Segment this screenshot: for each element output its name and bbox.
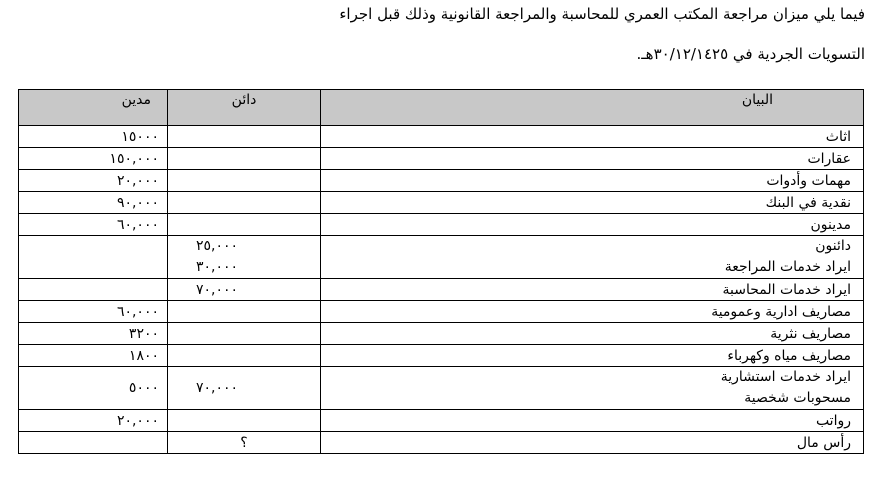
debit-cell xyxy=(19,236,168,279)
debit-cell: ٩٠,٠٠٠ xyxy=(19,192,168,214)
credit-cell: ؟ xyxy=(168,432,321,454)
description-cell xyxy=(321,367,864,410)
debit-cell xyxy=(19,367,168,410)
credit-cell xyxy=(168,345,321,367)
debit-cell: ١٨٠٠ xyxy=(19,345,168,367)
credit-cell xyxy=(168,323,321,345)
debit-cell: ٦٠,٠٠٠ xyxy=(19,301,168,323)
table-row xyxy=(19,367,864,410)
credit-cell xyxy=(168,170,321,192)
description-text: دائنون xyxy=(815,238,851,254)
header-description: البيان xyxy=(321,90,864,126)
table-row xyxy=(19,410,864,432)
description-cell: نقدية في البنك xyxy=(321,192,864,214)
trial-balance-table xyxy=(18,89,864,454)
credit-value: ٢٥,٠٠٠ xyxy=(196,238,239,254)
credit-cell: ٧٠,٠٠٠ xyxy=(168,279,321,301)
description-cell: رواتب xyxy=(321,410,864,432)
table-row xyxy=(19,214,864,236)
credit-cell xyxy=(168,367,321,410)
credit-cell xyxy=(168,192,321,214)
table-row xyxy=(19,148,864,170)
credit-cell xyxy=(168,236,321,279)
credit-cell xyxy=(168,126,321,148)
credit-cell xyxy=(168,214,321,236)
description-cell: مصاريف نثرية xyxy=(321,323,864,345)
description-cell: مهمات وأدوات xyxy=(321,170,864,192)
table-row xyxy=(19,126,864,148)
header-row xyxy=(19,90,864,126)
description-text: ايراد خدمات المراجعة xyxy=(724,259,851,275)
table-row xyxy=(19,432,864,454)
header-credit: دائن xyxy=(168,90,321,126)
debit-cell: ٢٠,٠٠٠ xyxy=(19,170,168,192)
credit-value: ٣٠,٠٠٠ xyxy=(196,259,239,275)
description-cell: مصاريف مياه وكهرباء xyxy=(321,345,864,367)
table-row xyxy=(19,323,864,345)
table-row xyxy=(19,279,864,301)
description-cell: عقارات xyxy=(321,148,864,170)
table-row xyxy=(19,236,864,279)
table-row xyxy=(19,345,864,367)
description-cell: اثاث xyxy=(321,126,864,148)
debit-cell: ١٥٠,٠٠٠ xyxy=(19,148,168,170)
debit-cell xyxy=(19,279,168,301)
header-debit: مدين xyxy=(19,90,168,126)
debit-cell: ١٥٠٠٠ xyxy=(19,126,168,148)
credit-value: ٧٠,٠٠٠ xyxy=(196,379,239,396)
description-cell: ايراد خدمات المحاسبة xyxy=(321,279,864,301)
table-row xyxy=(19,192,864,214)
table-row xyxy=(19,301,864,323)
debit-cell: ٦٠,٠٠٠ xyxy=(19,214,168,236)
debit-cell: ٣٢٠٠ xyxy=(19,323,168,345)
description-text: مسحوبات شخصية xyxy=(744,390,851,406)
table-row xyxy=(19,170,864,192)
debit-cell: ٢٠,٠٠٠ xyxy=(19,410,168,432)
description-cell: رأس مال xyxy=(321,432,864,454)
credit-cell xyxy=(168,410,321,432)
description-text: ايراد خدمات استشارية xyxy=(720,369,851,385)
intro-line-2: التسويات الجردية في ٣٠/١٢/١٤٢٥هـ. xyxy=(636,45,865,63)
intro-line-1: فيما يلي ميزان مراجعة المكتب العمري للمحاسبة والمراجعة القانونية وذلك قبل اجراء xyxy=(339,5,865,23)
debit-cell xyxy=(19,432,168,454)
description-cell xyxy=(321,236,864,279)
description-cell: مصاريف ادارية وعمومية xyxy=(321,301,864,323)
credit-cell xyxy=(168,301,321,323)
description-cell: مدينون xyxy=(321,214,864,236)
debit-value: ٥٠٠٠ xyxy=(128,379,159,396)
credit-cell xyxy=(168,148,321,170)
